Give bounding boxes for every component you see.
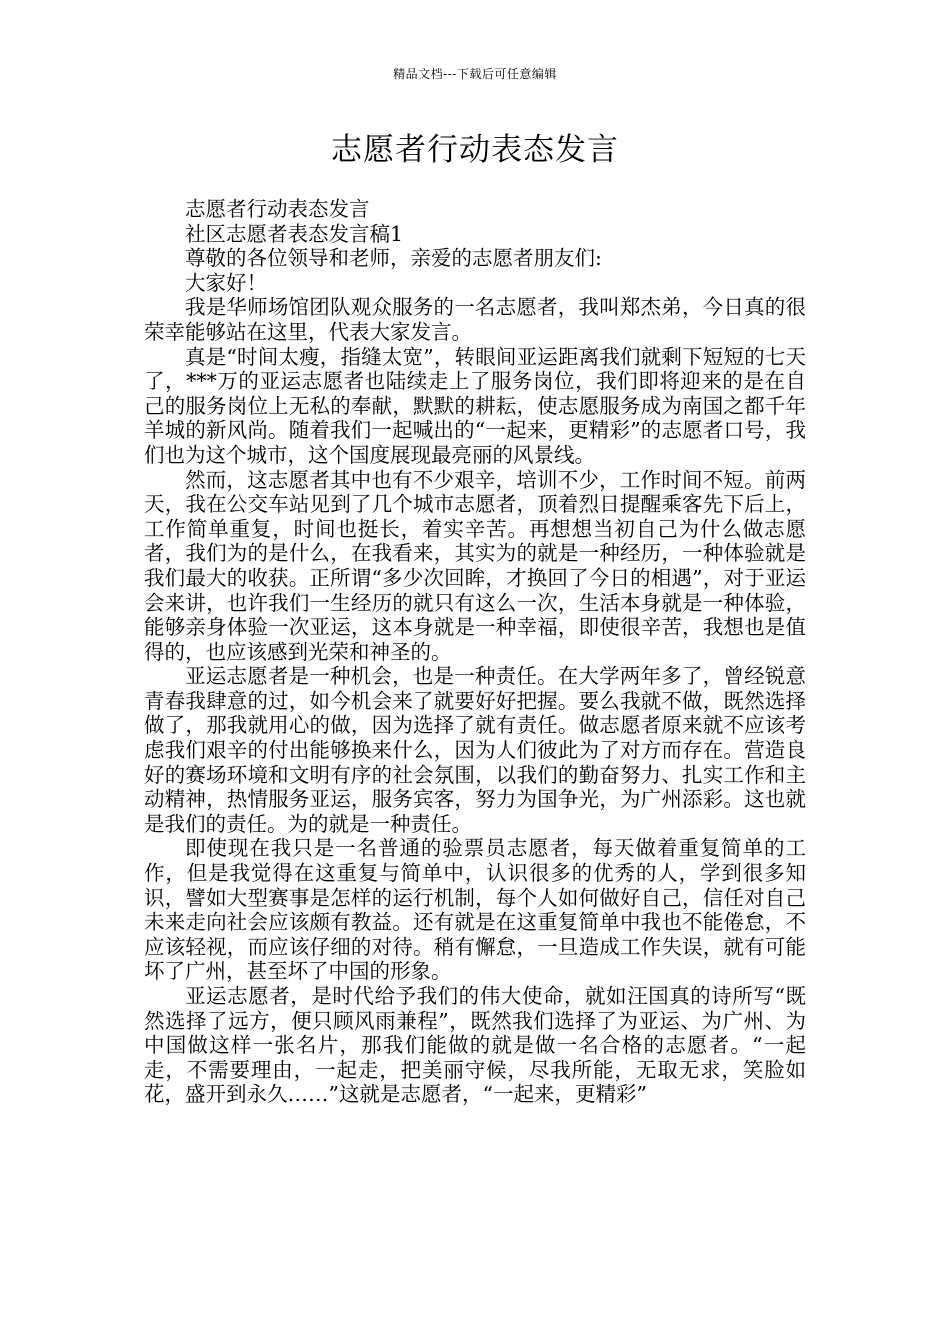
paragraph-intro-title: 志愿者行动表态发言 xyxy=(185,197,370,221)
paragraph-mission: 亚运志愿者，是时代给予我们的伟大使命，就如汪国真的诗所写“既然选择了远方，便只顾风雨兼程”，既然我们选择了为亚运、为广州、为中国做这样一张名片，那我们能做的就是做一名合格的志愿者。“一起走，不需要理由，一起走，把美丽守候，尽我所能，无取无求，笑脸如花，盛开到永久……”这就是志愿者，“一起来，更精彩” xyxy=(144,984,806,1107)
page-header: 精品文档---下载后可任意编辑 xyxy=(393,67,557,81)
document-body xyxy=(144,197,806,1107)
paragraph-hardship: 然而，这志愿者其中也有不少艰辛，培训不少，工作时间不短。前两天，我在公交车站见到了几个城市志愿者，顶着烈日提醒乘客先下后上，工作简单重复，时间也挺长，着实辛苦。再想想当初自己为什么做志愿者，我们为的是什么，在我看来，其实为的就是一种经历，一种体验就是我们最大的收获。正所谓“多少次回眸，才换回了今日的相遇”，对于亚运会来讲，也许我们一生经历的就只有这么一次，生活本身就是一种体验，能够亲身体验一次亚运，这本身就是一种幸福，即使很辛苦，我想也是值得的，也应该感到光荣和神圣的。 xyxy=(144,467,806,664)
paragraph-subtitle: 社区志愿者表态发言稿1 xyxy=(185,221,404,246)
paragraph-self-intro: 我是华师场馆团队观众服务的一名志愿者，我叫郑杰弟，今日真的很荣幸能够站在这里，代表大家发言。 xyxy=(144,295,806,344)
paragraph-time: 真是“时间太瘦，指缝太宽”，转眼间亚运距离我们就剩下短短的七天了，***万的亚运志愿者也陆续走上了服务岗位，我们即将迎来的是在自己的服务岗位上无私的奉献，默默的耕耘，使志愿服务成为南国之都千年羊城的新风尚。随着我们一起喊出的“一起来，更精彩”的志愿者口号，我们也为这个城市，这个国度展现最亮丽的风景线。 xyxy=(144,344,806,467)
paragraph-salutation: 尊敬的各位领导和老师，亲爱的志愿者朋友们: xyxy=(185,246,602,271)
paragraph-ticket-checker: 即使现在我只是一名普通的验票员志愿者，每天做着重复简单的工作，但是我觉得在这重复与简单中，认识很多的优秀的人，学到很多知识，譬如大型赛事是怎样的运行机制，每个人如何做好自己，信任对自己未来走向社会应该颇有教益。还有就是在这重复简单中我也不能倦怠，不应该轻视，而应该仔细的对待。稍有懈怠，一旦造成工作失误，就有可能坏了广州，甚至坏了中国的形象。 xyxy=(144,836,806,984)
document-title: 志愿者行动表态发言 xyxy=(331,132,619,168)
paragraph-greeting: 大家好！ xyxy=(185,270,267,295)
paragraph-responsibility: 亚运志愿者是一种机会，也是一种责任。在大学两年多了，曾经锐意青春我肆意的过，如今机会来了就要好好把握。要么我就不做，既然选择做了，那我就用心的做，因为选择了就有责任。做志愿者原来就不应该考虑我们艰辛的付出能够换来什么，因为人们彼此为了对方而存在。营造良好的赛场环境和文明有序的社会氛围，以我们的勤奋努力、扎实工作和主动精神，热情服务亚运，服务宾客，努力为国争光，为广州添彩。这也就是我们的责任。为的就是一种责任。 xyxy=(144,664,806,836)
